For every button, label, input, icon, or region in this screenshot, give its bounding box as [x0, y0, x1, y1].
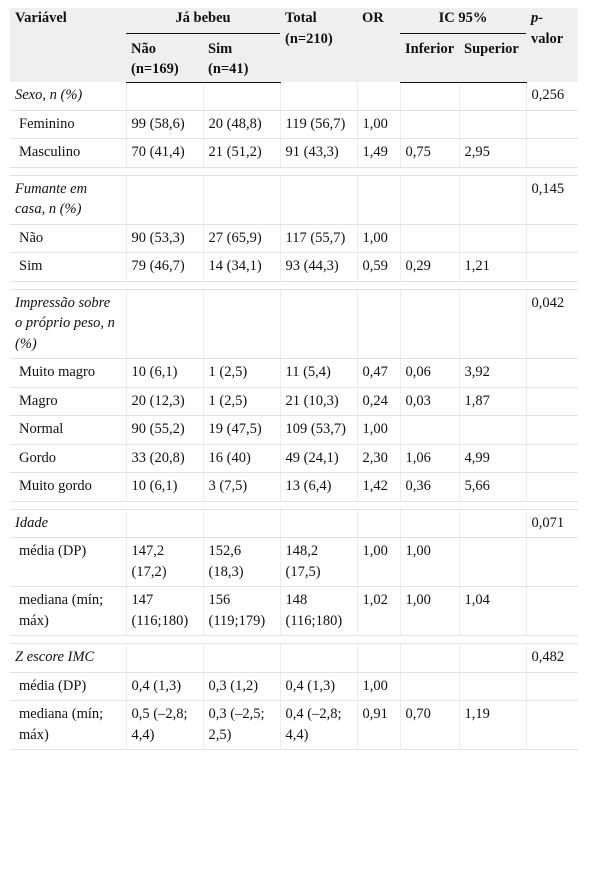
table-row: [10, 253, 578, 282]
empty-cell: [280, 82, 357, 110]
table-row: [10, 701, 578, 750]
empty-cell: [526, 139, 578, 168]
cell-sim: 20 (48,8): [203, 110, 280, 139]
table-row: [10, 672, 578, 701]
empty-cell: [357, 509, 400, 538]
table-row: [10, 473, 578, 502]
header-total: Total (n=210): [280, 8, 357, 82]
cell-inf: 0,75: [400, 139, 459, 168]
cell-sup: 1,19: [459, 701, 526, 750]
cell-sim: 27 (65,9): [203, 224, 280, 253]
table-row: [10, 416, 578, 445]
row-label: Sim: [10, 253, 126, 282]
header-p-valor: [526, 8, 578, 82]
cell-inf: 1,00: [400, 538, 459, 587]
cell-or: 1,42: [357, 473, 400, 502]
empty-cell: [526, 444, 578, 473]
cell-sim: 3 (7,5): [203, 473, 280, 502]
cell-sup: 1,87: [459, 387, 526, 416]
empty-cell: [400, 82, 459, 110]
cell-or: 2,30: [357, 444, 400, 473]
cell-nao: 0,5 (–2,8; 4,4): [126, 701, 203, 750]
empty-cell: [459, 82, 526, 110]
empty-cell: [459, 289, 526, 359]
table-row: [10, 587, 578, 636]
cell-total: 109 (53,7): [280, 416, 357, 445]
header-ic95: IC 95%: [400, 8, 526, 33]
cell-total: 148 (116;180): [280, 587, 357, 636]
empty-cell: [280, 509, 357, 538]
cell-or: 0,47: [357, 359, 400, 388]
empty-cell: [459, 644, 526, 673]
row-label: mediana (mín; máx): [10, 701, 126, 750]
section-label: Idade: [10, 509, 126, 538]
empty-cell: [526, 587, 578, 636]
p-value: 0,482: [526, 644, 578, 673]
cell-total: 0,4 (–2,8; 4,4): [280, 701, 357, 750]
empty-cell: [459, 175, 526, 224]
row-label: média (DP): [10, 538, 126, 587]
cell-total: 91 (43,3): [280, 139, 357, 168]
cell-sup: 1,21: [459, 253, 526, 282]
cell-or: 0,91: [357, 701, 400, 750]
section-row: [10, 509, 578, 538]
cell-total: 148,2 (17,5): [280, 538, 357, 587]
row-label: Não: [10, 224, 126, 253]
empty-cell: [400, 289, 459, 359]
p-value: 0,042: [526, 289, 578, 359]
cell-inf: [400, 672, 459, 701]
empty-cell: [526, 387, 578, 416]
cell-sup: [459, 224, 526, 253]
p-value: 0,071: [526, 509, 578, 538]
section-spacer: [10, 636, 578, 644]
empty-cell: [400, 644, 459, 673]
row-label: Feminino: [10, 110, 126, 139]
cell-nao: 90 (53,3): [126, 224, 203, 253]
cell-inf: 1,00: [400, 587, 459, 636]
empty-cell: [126, 509, 203, 538]
cell-inf: 0,03: [400, 387, 459, 416]
row-label: Gordo: [10, 444, 126, 473]
empty-cell: [357, 175, 400, 224]
table-row: [10, 444, 578, 473]
cell-sup: [459, 538, 526, 587]
spacer-cell: [10, 281, 578, 289]
section-label: Sexo, n (%): [10, 82, 126, 110]
cell-or: 0,59: [357, 253, 400, 282]
row-label: mediana (mín; máx): [10, 587, 126, 636]
cell-nao: 10 (6,1): [126, 473, 203, 502]
section-spacer: [10, 167, 578, 175]
row-label: Muito magro: [10, 359, 126, 388]
cell-or: 1,00: [357, 110, 400, 139]
empty-cell: [357, 289, 400, 359]
empty-cell: [203, 82, 280, 110]
cell-sup: 5,66: [459, 473, 526, 502]
table-row: [10, 110, 578, 139]
cell-inf: 0,36: [400, 473, 459, 502]
cell-nao: 147,2 (17,2): [126, 538, 203, 587]
empty-cell: [526, 416, 578, 445]
empty-cell: [526, 224, 578, 253]
empty-cell: [280, 175, 357, 224]
empty-cell: [526, 473, 578, 502]
cell-or: 1,00: [357, 538, 400, 587]
spacer-cell: [10, 167, 578, 175]
cell-sim: 0,3 (1,2): [203, 672, 280, 701]
empty-cell: [357, 82, 400, 110]
cell-nao: 20 (12,3): [126, 387, 203, 416]
cell-or: 1,00: [357, 416, 400, 445]
header-row-1: [10, 8, 578, 33]
cell-sim: 19 (47,5): [203, 416, 280, 445]
cell-nao: 147 (116;180): [126, 587, 203, 636]
header-p-valor-p: p-: [531, 10, 544, 26]
empty-cell: [459, 509, 526, 538]
p-value: 0,256: [526, 82, 578, 110]
empty-cell: [126, 289, 203, 359]
cell-inf: 1,06: [400, 444, 459, 473]
empty-cell: [357, 644, 400, 673]
table-body: [10, 82, 578, 750]
table-row: [10, 359, 578, 388]
section-label: Fumante em casa, n (%): [10, 175, 126, 224]
table-row: [10, 224, 578, 253]
header-superior: Superior: [459, 33, 526, 82]
section-row: [10, 644, 578, 673]
cell-sup: 1,04: [459, 587, 526, 636]
empty-cell: [203, 644, 280, 673]
cell-sim: 1 (2,5): [203, 359, 280, 388]
cell-sim: 1 (2,5): [203, 387, 280, 416]
cell-sup: [459, 672, 526, 701]
cell-total: 0,4 (1,3): [280, 672, 357, 701]
row-label: Muito gordo: [10, 473, 126, 502]
cell-inf: 0,70: [400, 701, 459, 750]
cell-nao: 90 (55,2): [126, 416, 203, 445]
cell-inf: [400, 224, 459, 253]
cell-total: 21 (10,3): [280, 387, 357, 416]
cell-or: 1,49: [357, 139, 400, 168]
header-inferior: Inferior: [400, 33, 459, 82]
spacer-cell: [10, 501, 578, 509]
header-p-valor-rest: valor: [531, 30, 564, 47]
header-nao: Não (n=169): [126, 33, 203, 82]
empty-cell: [126, 644, 203, 673]
empty-cell: [203, 509, 280, 538]
cell-sim: 156 (119;179): [203, 587, 280, 636]
section-row: [10, 175, 578, 224]
section-spacer: [10, 281, 578, 289]
cell-or: 1,00: [357, 672, 400, 701]
cell-or: 0,24: [357, 387, 400, 416]
cell-nao: 0,4 (1,3): [126, 672, 203, 701]
empty-cell: [126, 82, 203, 110]
cell-nao: 10 (6,1): [126, 359, 203, 388]
cell-nao: 70 (41,4): [126, 139, 203, 168]
cell-or: 1,00: [357, 224, 400, 253]
cell-total: 11 (5,4): [280, 359, 357, 388]
cell-sim: 152,6 (18,3): [203, 538, 280, 587]
cell-inf: [400, 416, 459, 445]
row-label: média (DP): [10, 672, 126, 701]
cell-total: 119 (56,7): [280, 110, 357, 139]
empty-cell: [526, 701, 578, 750]
header-variavel: Variável: [10, 8, 126, 82]
cell-total: 49 (24,1): [280, 444, 357, 473]
empty-cell: [280, 289, 357, 359]
section-row: [10, 82, 578, 110]
row-label: Normal: [10, 416, 126, 445]
spacer-cell: [10, 636, 578, 644]
row-label: Masculino: [10, 139, 126, 168]
cell-inf: 0,06: [400, 359, 459, 388]
table-row: [10, 139, 578, 168]
cell-total: 117 (55,7): [280, 224, 357, 253]
empty-cell: [526, 359, 578, 388]
empty-cell: [400, 509, 459, 538]
cell-sup: [459, 416, 526, 445]
empty-cell: [526, 253, 578, 282]
cell-total: 93 (44,3): [280, 253, 357, 282]
section-spacer: [10, 501, 578, 509]
section-label: Z escore IMC: [10, 644, 126, 673]
cell-sim: 16 (40): [203, 444, 280, 473]
table-row: [10, 387, 578, 416]
cell-nao: 33 (20,8): [126, 444, 203, 473]
empty-cell: [526, 110, 578, 139]
cell-sup: [459, 110, 526, 139]
section-label: Impressão sobre o próprio peso, n (%): [10, 289, 126, 359]
cell-or: 1,02: [357, 587, 400, 636]
cell-sim: 0,3 (–2,5; 2,5): [203, 701, 280, 750]
cell-inf: [400, 110, 459, 139]
empty-cell: [126, 175, 203, 224]
cell-sup: 2,95: [459, 139, 526, 168]
cell-sup: 3,92: [459, 359, 526, 388]
section-row: [10, 289, 578, 359]
cell-total: 13 (6,4): [280, 473, 357, 502]
table-row: [10, 538, 578, 587]
empty-cell: [203, 175, 280, 224]
header-ja-bebeu: Já bebeu: [126, 8, 280, 33]
empty-cell: [526, 672, 578, 701]
row-label: Magro: [10, 387, 126, 416]
cell-inf: 0,29: [400, 253, 459, 282]
empty-cell: [280, 644, 357, 673]
results-table: [10, 8, 578, 750]
cell-sim: 14 (34,1): [203, 253, 280, 282]
cell-sup: 4,99: [459, 444, 526, 473]
cell-nao: 79 (46,7): [126, 253, 203, 282]
empty-cell: [400, 175, 459, 224]
empty-cell: [203, 289, 280, 359]
cell-nao: 99 (58,6): [126, 110, 203, 139]
header-or: OR: [357, 8, 400, 82]
cell-sim: 21 (51,2): [203, 139, 280, 168]
empty-cell: [526, 538, 578, 587]
header-sim: Sim (n=41): [203, 33, 280, 82]
p-value: 0,145: [526, 175, 578, 224]
